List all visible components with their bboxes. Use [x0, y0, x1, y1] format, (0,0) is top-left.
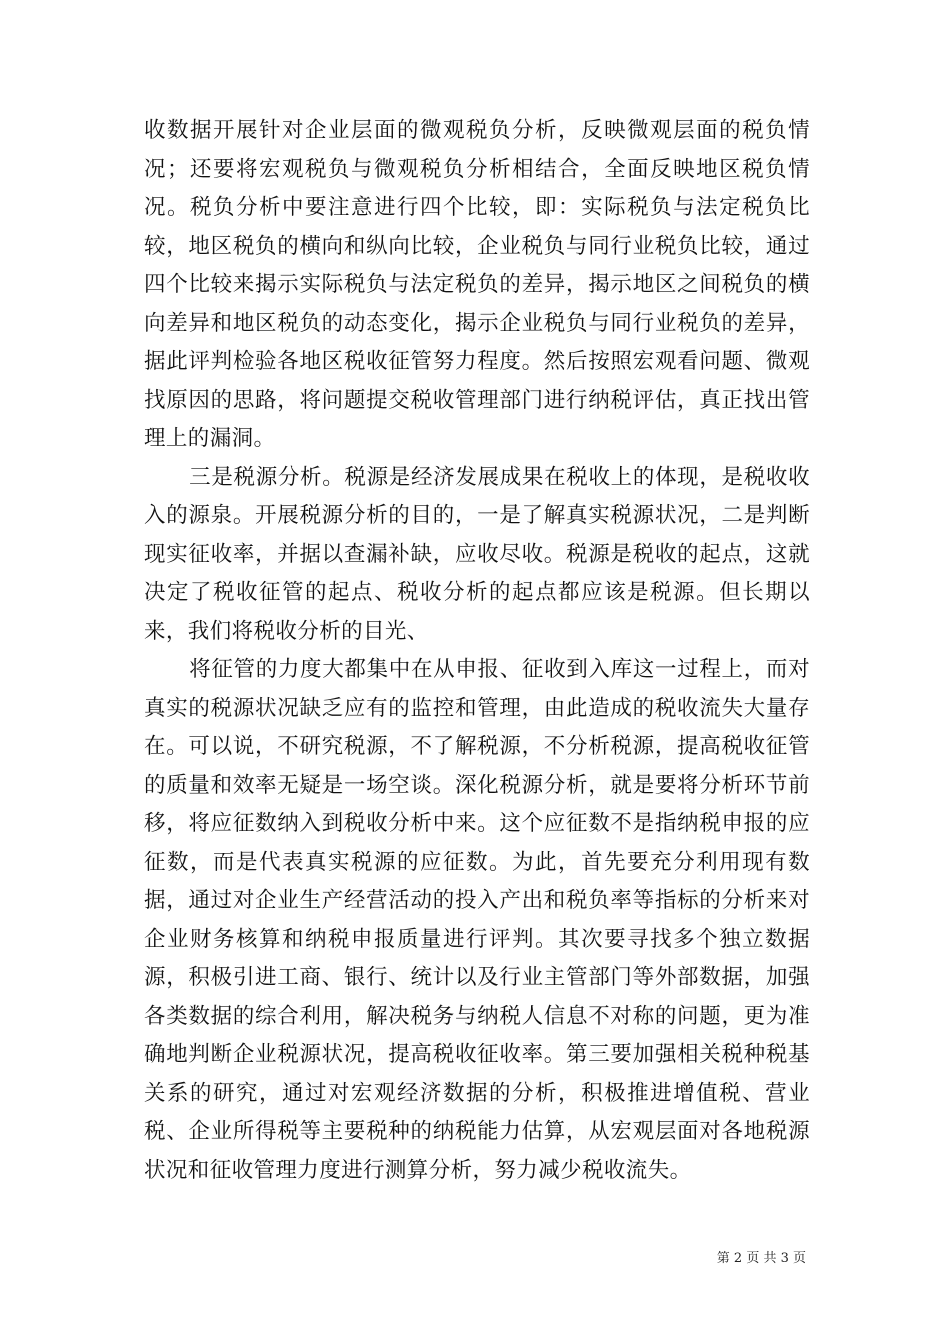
- paragraph-2: 三是税源分析。税源是经济发展成果在税收上的体现，是税收收入的源泉。开展税源分析的目的，一是了解真实税源状况，二是判断现实征收率，并据以查漏补缺，应收尽收。税源是税收的起点，这就决定了税收征管的起点、税收分析的起点都应该是税源。但长期以来，我们将税收分析的目光、: [144, 464, 810, 644]
- document-body: [144, 112, 810, 1190]
- paragraph-1: 收数据开展针对企业层面的微观税负分析，反映微观层面的税负情况；还要将宏观税负与微观税负分析相结合，全面反映地区税负情况。税负分析中要注意进行四个比较，即：实际税负与法定税负比较，地区税负的横向和纵向比较，企业税负与同行业税负比较，通过四个比较来揭示实际税负与法定税负的差异，揭示地区之间税负的横向差异和地区税负的动态变化，揭示企业税负与同行业税负的差异，据此评判检验各地区税收征管努力程度。然后按照宏观看问题、微观找原因的思路，将问题提交税收管理部门进行纳税评估，真正找出管理上的漏洞。: [144, 118, 810, 451]
- page-number-footer: 第 2 页 共 3 页: [716, 1251, 806, 1266]
- paragraph-3: 将征管的力度大都集中在从申报、征收到入库这一过程上，而对真实的税源状况缺乏应有的监控和管理，由此造成的税收流失大量存在。可以说，不研究税源，不了解税源，不分析税源，提高税收征管的质量和效率无疑是一场空谈。深化税源分析，就是要将分析环节前移，将应征数纳入到税收分析中来。这个应征数不是指纳税申报的应征数，而是代表真实税源的应征数。为此，首先要充分利用现有数据，通过对企业生产经营活动的投入产出和税负率等指标的分析来对企业财务核算和纳税申报质量进行评判。其次要寻找多个独立数据源，积极引进工商、银行、统计以及行业主管部门等外部数据，加强各类数据的综合利用，解决税务与纳税人信息不对称的问题，更为准确地判断企业税源状况，提高税收征收率。第三要加强相关税种税基关系的研究，通过对宏观经济数据的分析，积极推进增值税、营业税、企业所得税等主要税种的纳税能力估算，从宏观层面对各地税源状况和征收管理力度进行测算分析，努力减少税收流失。: [144, 657, 810, 1183]
